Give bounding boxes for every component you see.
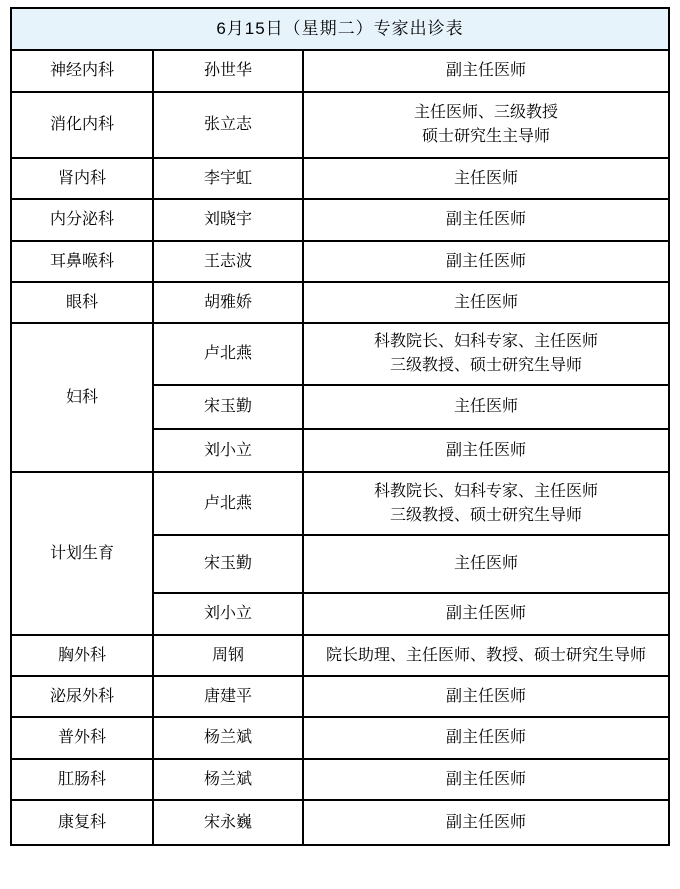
title-line: 三级教授、硕士研究生导师	[389, 357, 582, 374]
professional-title-cell	[303, 535, 669, 593]
department-cell: 神经内科	[11, 50, 153, 92]
table-row	[11, 50, 669, 92]
professional-title-cell	[303, 759, 669, 800]
table-row	[11, 241, 669, 282]
title-line: 副主任医师	[445, 813, 526, 831]
professional-title-cell	[303, 323, 669, 385]
doctor-name-cell: 王志波	[153, 241, 303, 282]
title-line: 科教院长、妇科专家、主任医师	[373, 333, 598, 350]
title-line: 副主任医师	[445, 441, 526, 459]
professional-title-cell	[303, 158, 669, 199]
title-line: 三级教授、硕士研究生导师	[389, 506, 582, 524]
doctor-name-cell: 刘晓宇	[153, 199, 303, 241]
title-line: 副主任医师	[445, 770, 526, 788]
title-line: 副主任医师	[445, 252, 526, 270]
table-row	[11, 199, 669, 241]
professional-title-cell	[303, 800, 669, 845]
department-cell: 耳鼻喉科	[11, 241, 153, 282]
title-line: 副主任医师	[445, 687, 526, 705]
department-cell: 眼科	[11, 282, 153, 323]
table-row	[11, 92, 669, 158]
table-row	[11, 800, 669, 845]
table-row	[11, 282, 669, 323]
doctor-name-cell: 李宇虹	[153, 158, 303, 199]
table-row	[11, 472, 669, 535]
doctor-name-cell: 卢北燕	[153, 323, 303, 385]
title-line: 副主任医师	[445, 605, 526, 622]
professional-title-cell	[303, 92, 669, 158]
title-line: 硕士研究生主导师	[421, 128, 550, 145]
department-cell: 消化内科	[11, 92, 153, 158]
doctor-name-cell: 张立志	[153, 92, 303, 158]
title-line: 副主任医师	[445, 729, 526, 746]
table-row	[11, 717, 669, 759]
professional-title-cell	[303, 385, 669, 429]
title-line: 科教院长、妇科专家、主任医师	[373, 482, 598, 500]
professional-title-cell	[303, 199, 669, 241]
table-body	[11, 50, 669, 845]
doctor-name-cell: 宋玉勤	[153, 535, 303, 593]
doctor-name-cell: 周钢	[153, 635, 303, 676]
doctor-name-cell: 刘小立	[153, 593, 303, 635]
doctor-name-cell: 卢北燕	[153, 472, 303, 535]
department-cell: 康复科	[11, 800, 153, 845]
title-line: 主任医师	[453, 293, 518, 311]
title-line: 主任医师	[453, 169, 518, 187]
table-row	[11, 158, 669, 199]
department-cell: 肛肠科	[11, 759, 153, 800]
title-line: 院长助理、主任医师、教授、硕士研究生导师	[325, 646, 646, 664]
doctor-name-cell: 杨兰斌	[153, 759, 303, 800]
professional-title-cell	[303, 282, 669, 323]
department-cell: 胸外科	[11, 635, 153, 676]
doctor-name-cell: 孙世华	[153, 50, 303, 92]
department-cell: 妇科	[11, 323, 153, 472]
table-row	[11, 635, 669, 676]
doctor-name-cell: 唐建平	[153, 676, 303, 717]
professional-title-cell	[303, 635, 669, 676]
professional-title-cell	[303, 429, 669, 472]
department-cell: 泌尿外科	[11, 676, 153, 717]
table-row	[11, 323, 669, 385]
title-line: 副主任医师	[445, 62, 526, 79]
title-line: 主任医师	[453, 398, 518, 415]
doctor-name-cell: 杨兰斌	[153, 717, 303, 759]
professional-title-cell	[303, 241, 669, 282]
table-title-row	[11, 8, 669, 50]
professional-title-cell	[303, 717, 669, 759]
doctor-name-cell: 胡雅娇	[153, 282, 303, 323]
doctor-name-cell: 宋玉勤	[153, 385, 303, 429]
professional-title-cell	[303, 50, 669, 92]
department-cell: 内分泌科	[11, 199, 153, 241]
table-row	[11, 759, 669, 800]
professional-title-cell	[303, 676, 669, 717]
table-row	[11, 676, 669, 717]
title-line: 主任医师	[453, 555, 518, 572]
department-cell: 肾内科	[11, 158, 153, 199]
doctor-name-cell: 宋永巍	[153, 800, 303, 845]
expert-schedule-table	[10, 7, 670, 846]
title-line: 主任医师、三级教授	[413, 104, 558, 121]
doctor-name-cell: 刘小立	[153, 429, 303, 472]
department-cell: 普外科	[11, 717, 153, 759]
table-title: 6月15日（星期二）专家出诊表	[11, 8, 669, 50]
professional-title-cell	[303, 472, 669, 535]
department-cell: 计划生育	[11, 472, 153, 635]
title-line: 副主任医师	[445, 211, 526, 228]
professional-title-cell	[303, 593, 669, 635]
